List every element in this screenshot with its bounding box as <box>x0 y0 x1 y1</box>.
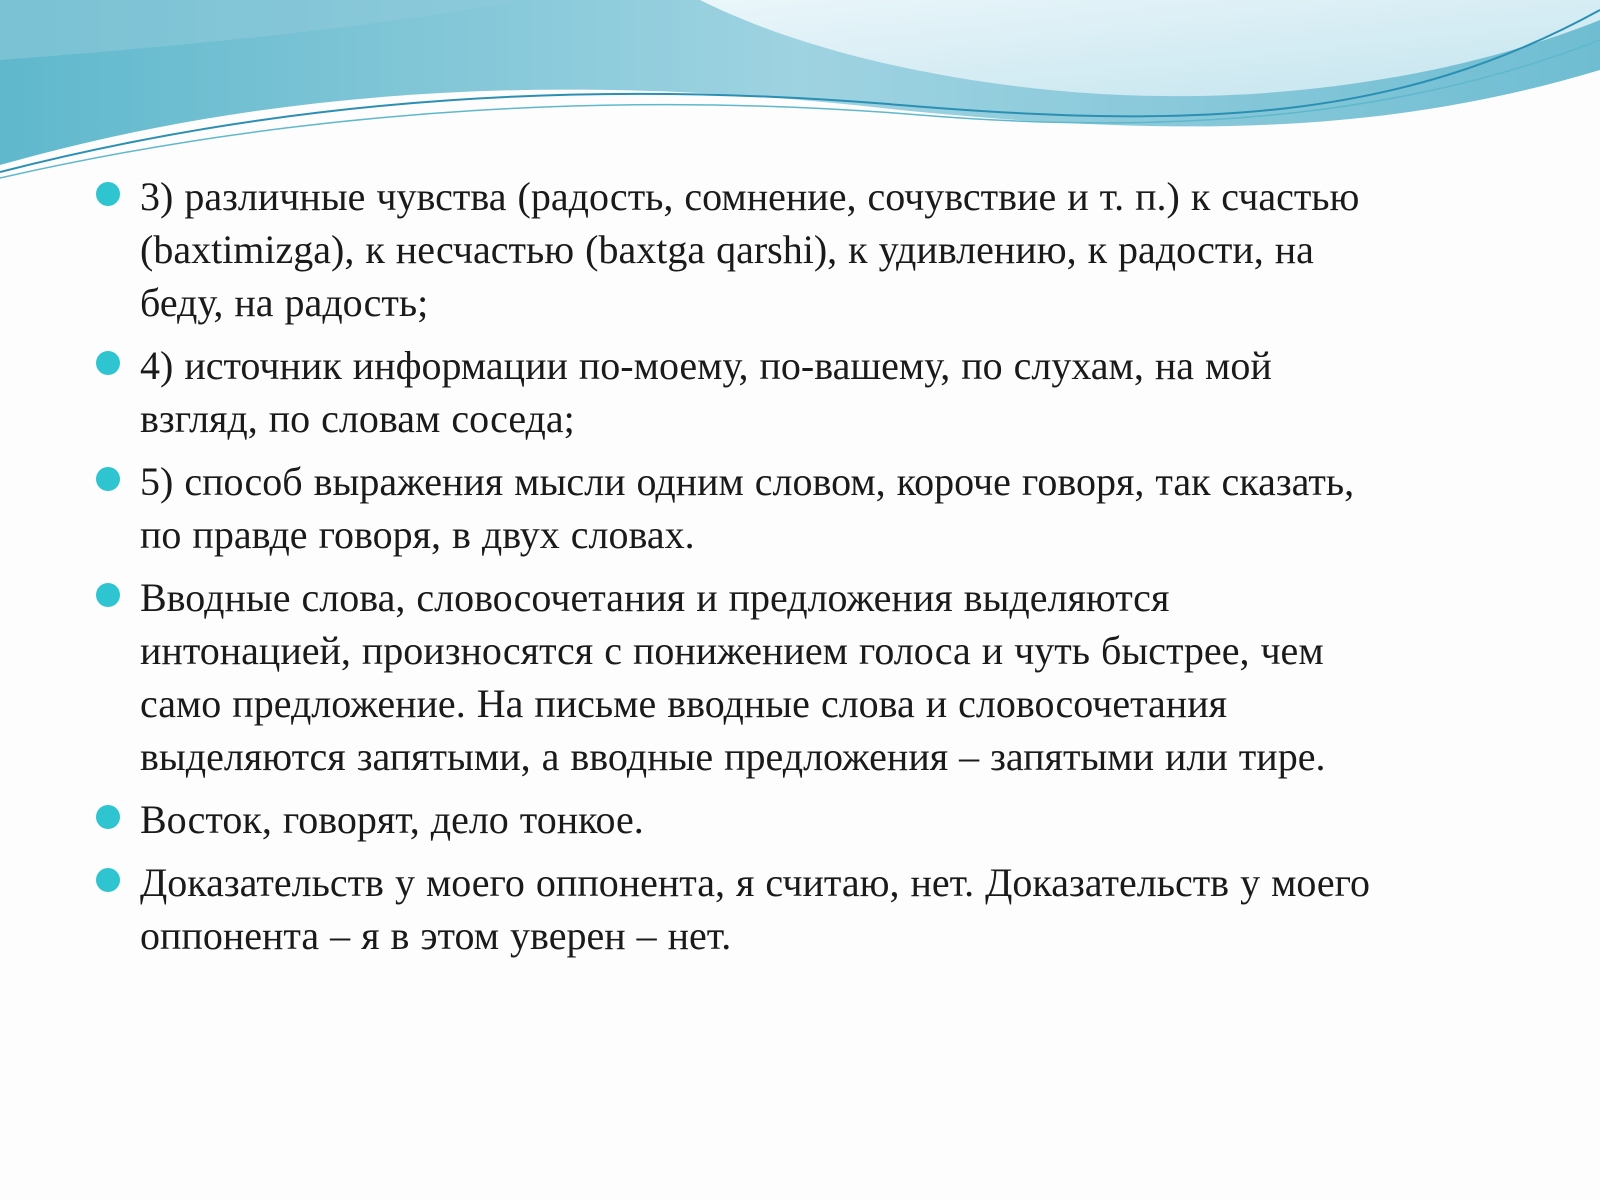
bullet-item <box>96 571 1516 783</box>
bullet-item <box>96 339 1516 445</box>
bullet-item <box>96 455 1516 561</box>
bullet-dot-icon <box>96 868 120 892</box>
bullet-dot-icon <box>96 467 120 491</box>
bullet-text: Восток, говорят, дело тонкое. <box>140 797 644 842</box>
bullet-item <box>96 856 1516 962</box>
bullet-text: Вводные слова, словосочетания и предложения выделяются интонацией, произносятся с понижением голоса и чуть быстрее, чем само предложение. На письме вводные слова и словосочетания выделяются запятыми, а вводные предложения – запятыми или тире. <box>140 575 1326 779</box>
bullet-text: 3) различные чувства (радость, сомнение, сочувствие и т. п.) к счастью (baxtimizga), к несчастью (baxtga qarshi), к удивлению, к радости, на беду, на радость; <box>140 174 1360 325</box>
slide-content <box>96 170 1516 972</box>
bullet-dot-icon <box>96 805 120 829</box>
bullet-item <box>96 170 1516 329</box>
bullet-item <box>96 793 1516 846</box>
bullet-text: 4) источник информации по-моему, по-вашему, по слухам, на мой взгляд, по словам соседа; <box>140 343 1272 441</box>
bullet-dot-icon <box>96 182 120 206</box>
bullet-text: Доказательств у моего оппонента, я считаю, нет. Доказательств у моего оппонента – я в этом уверен – нет. <box>140 860 1371 958</box>
bullet-list <box>96 170 1516 962</box>
bullet-dot-icon <box>96 583 120 607</box>
bullet-dot-icon <box>96 351 120 375</box>
bullet-text: 5) способ выражения мысли одним словом, короче говоря, так сказать, по правде говоря, в двух словах. <box>140 459 1355 557</box>
